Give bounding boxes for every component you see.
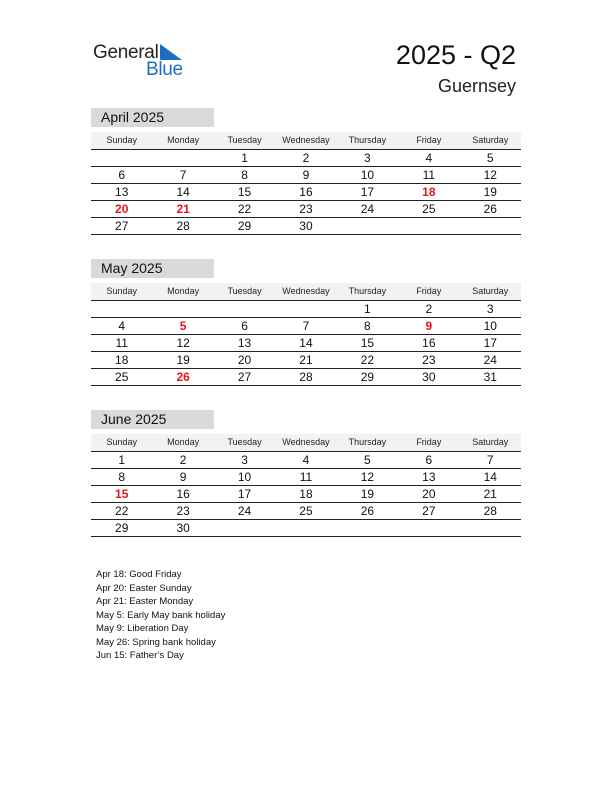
day-cell: 5 [364,453,371,467]
day-cell: 17 [237,487,252,501]
day-cell: 20 [237,353,252,367]
day-cell: 17 [483,336,497,350]
day-cell: 4 [302,453,310,467]
holiday-day-cell: 20 [115,202,129,216]
day-cell: 4 [118,319,126,333]
day-cell: 9 [302,168,310,182]
month-calendar [91,410,521,537]
day-cell [214,301,275,317]
day-cell: 7 [179,168,187,182]
week-row [91,318,521,335]
weekday-label: Monday [167,135,200,145]
day-cell: 22 [237,202,252,216]
weekday-label: Saturday [472,135,509,145]
holiday-note: Jun 15: Father’s Day [96,650,184,661]
day-cell: 6 [241,319,248,333]
day-cell: 27 [115,219,129,233]
day-cell: 19 [483,185,497,199]
day-cell: 13 [422,470,436,484]
month-title: May 2025 [91,259,214,278]
day-cell: 2 [425,302,433,316]
day-cell: 6 [118,168,126,182]
month-calendar [91,259,521,386]
holiday-note: May 26: Spring bank holiday [96,636,216,648]
weekday-label: Wednesday [282,286,330,296]
day-cell: 24 [237,504,252,518]
day-cell: 12 [360,470,375,484]
day-cell: 6 [425,453,433,467]
weekday-header-row [91,132,521,150]
weekday-label: Friday [416,437,442,447]
weekday-label: Wednesday [282,437,330,447]
day-cell: 19 [360,487,375,501]
week-row [91,369,521,386]
day-cell: 14 [483,470,497,484]
day-cell: 25 [115,370,129,384]
holiday-notes [96,568,225,663]
week-row [91,201,521,218]
week-row [91,150,521,167]
weekday-label: Thursday [348,437,387,447]
month-title: April 2025 [91,108,214,127]
day-cell: 24 [483,353,497,367]
day-cell: 11 [299,470,313,484]
day-cell [152,150,213,166]
day-cell: 26 [360,504,375,518]
day-cell: 2 [302,151,310,165]
day-cell [275,520,336,536]
weekday-label: Saturday [472,437,509,447]
day-cell: 26 [483,202,497,216]
holiday-note: May 9: Liberation Day [96,623,189,634]
weekday-label: Monday [167,437,200,447]
day-cell: 18 [299,487,313,501]
logo-blue-text: Blue [146,59,183,80]
day-cell: 8 [118,470,126,484]
day-cell: 7 [486,453,494,467]
day-cell [214,520,275,536]
logo [93,42,193,82]
day-cell: 5 [486,151,494,165]
day-cell: 27 [237,370,252,384]
day-cell: 20 [422,487,436,501]
day-cell: 9 [179,470,187,484]
day-cell: 1 [364,302,371,316]
day-cell [91,150,152,166]
day-cell: 12 [483,168,497,182]
day-cell: 23 [299,202,313,216]
day-cell: 23 [422,353,436,367]
day-cell: 31 [483,370,497,384]
week-row [91,184,521,201]
day-cell: 30 [176,521,190,535]
day-cell: 29 [115,521,129,535]
weekday-label: Saturday [472,286,509,296]
week-row [91,301,521,318]
weekday-label: Wednesday [282,135,330,145]
weekday-label: Sunday [106,286,137,296]
day-cell: 12 [176,336,190,350]
day-cell [398,520,459,536]
day-cell: 3 [364,151,371,165]
holiday-day-cell: 26 [176,370,190,384]
day-cell: 1 [241,151,248,165]
weekday-label: Sunday [106,135,137,145]
day-cell: 1 [118,453,126,467]
day-cell [398,218,459,234]
weekday-label: Tuesday [227,286,262,296]
day-cell: 24 [360,202,375,216]
day-cell: 14 [299,336,313,350]
weekday-header-row [91,434,521,452]
holiday-day-cell: 9 [425,319,433,333]
day-cell: 10 [237,470,252,484]
month-title: June 2025 [91,410,214,429]
day-cell [460,218,521,234]
day-cell: 10 [483,319,497,333]
holiday-day-cell: 15 [115,487,129,501]
day-cell: 13 [237,336,252,350]
day-cell: 29 [360,370,375,384]
holiday-day-cell: 5 [179,319,187,333]
week-row [91,486,521,503]
day-cell: 7 [302,319,310,333]
day-cell [337,520,398,536]
day-cell: 23 [176,504,190,518]
week-row [91,218,521,235]
day-cell [275,301,336,317]
weekday-label: Friday [416,286,442,296]
logo-general-text: General [93,42,159,63]
week-row [91,335,521,352]
weekday-label: Monday [167,286,200,296]
weekday-label: Tuesday [227,437,262,447]
day-cell [91,301,152,317]
week-row [91,469,521,486]
day-cell: 27 [422,504,436,518]
day-cell: 29 [237,219,252,233]
day-cell: 8 [364,319,371,333]
holiday-day-cell: 21 [176,202,190,216]
month-calendar [91,108,521,235]
day-cell: 21 [483,487,497,501]
day-cell: 10 [360,168,375,182]
page-title: 2025 - Q2 [395,40,516,70]
country-name: Guernsey [437,76,516,96]
weekday-label: Thursday [348,286,387,296]
day-cell: 16 [299,185,313,199]
week-row [91,167,521,184]
weekday-label: Sunday [106,437,137,447]
holiday-day-cell: 18 [422,185,436,199]
day-cell [337,218,398,234]
weekday-header-row [91,283,521,301]
day-cell: 30 [299,219,313,233]
holiday-note: May 5: Early May bank holiday [96,609,226,621]
day-cell [152,301,213,317]
week-row [91,352,521,369]
day-cell: 11 [115,336,128,350]
day-cell: 4 [425,151,433,165]
day-cell: 13 [115,185,129,199]
holiday-note: Apr 21: Easter Monday [96,596,194,607]
day-cell: 22 [360,353,375,367]
week-row [91,503,521,520]
weekday-label: Thursday [348,135,387,145]
day-cell: 3 [241,453,248,467]
day-cell: 25 [422,202,436,216]
day-cell: 15 [360,336,375,350]
week-row [91,520,521,537]
day-cell: 11 [422,168,436,182]
day-cell: 21 [299,353,313,367]
holiday-note: Apr 20: Easter Sunday [96,582,192,594]
day-cell: 15 [237,185,252,199]
day-cell: 30 [422,370,436,384]
day-cell: 28 [176,219,190,233]
day-cell: 22 [115,504,129,518]
day-cell: 18 [115,353,129,367]
weekday-label: Friday [416,135,442,145]
day-cell: 28 [483,504,497,518]
weekday-label: Tuesday [227,135,262,145]
day-cell: 28 [299,370,313,384]
logo-triangle-icon [160,44,182,60]
day-cell: 19 [176,353,190,367]
day-cell: 25 [299,504,313,518]
day-cell: 16 [422,336,436,350]
day-cell: 3 [486,302,494,316]
week-row [91,452,521,469]
day-cell: 14 [176,185,190,199]
day-cell: 17 [360,185,375,199]
day-cell: 16 [176,487,190,501]
day-cell: 2 [179,453,187,467]
holiday-note: Apr 18: Good Friday [96,569,182,580]
day-cell: 8 [241,168,248,182]
day-cell [460,520,521,536]
